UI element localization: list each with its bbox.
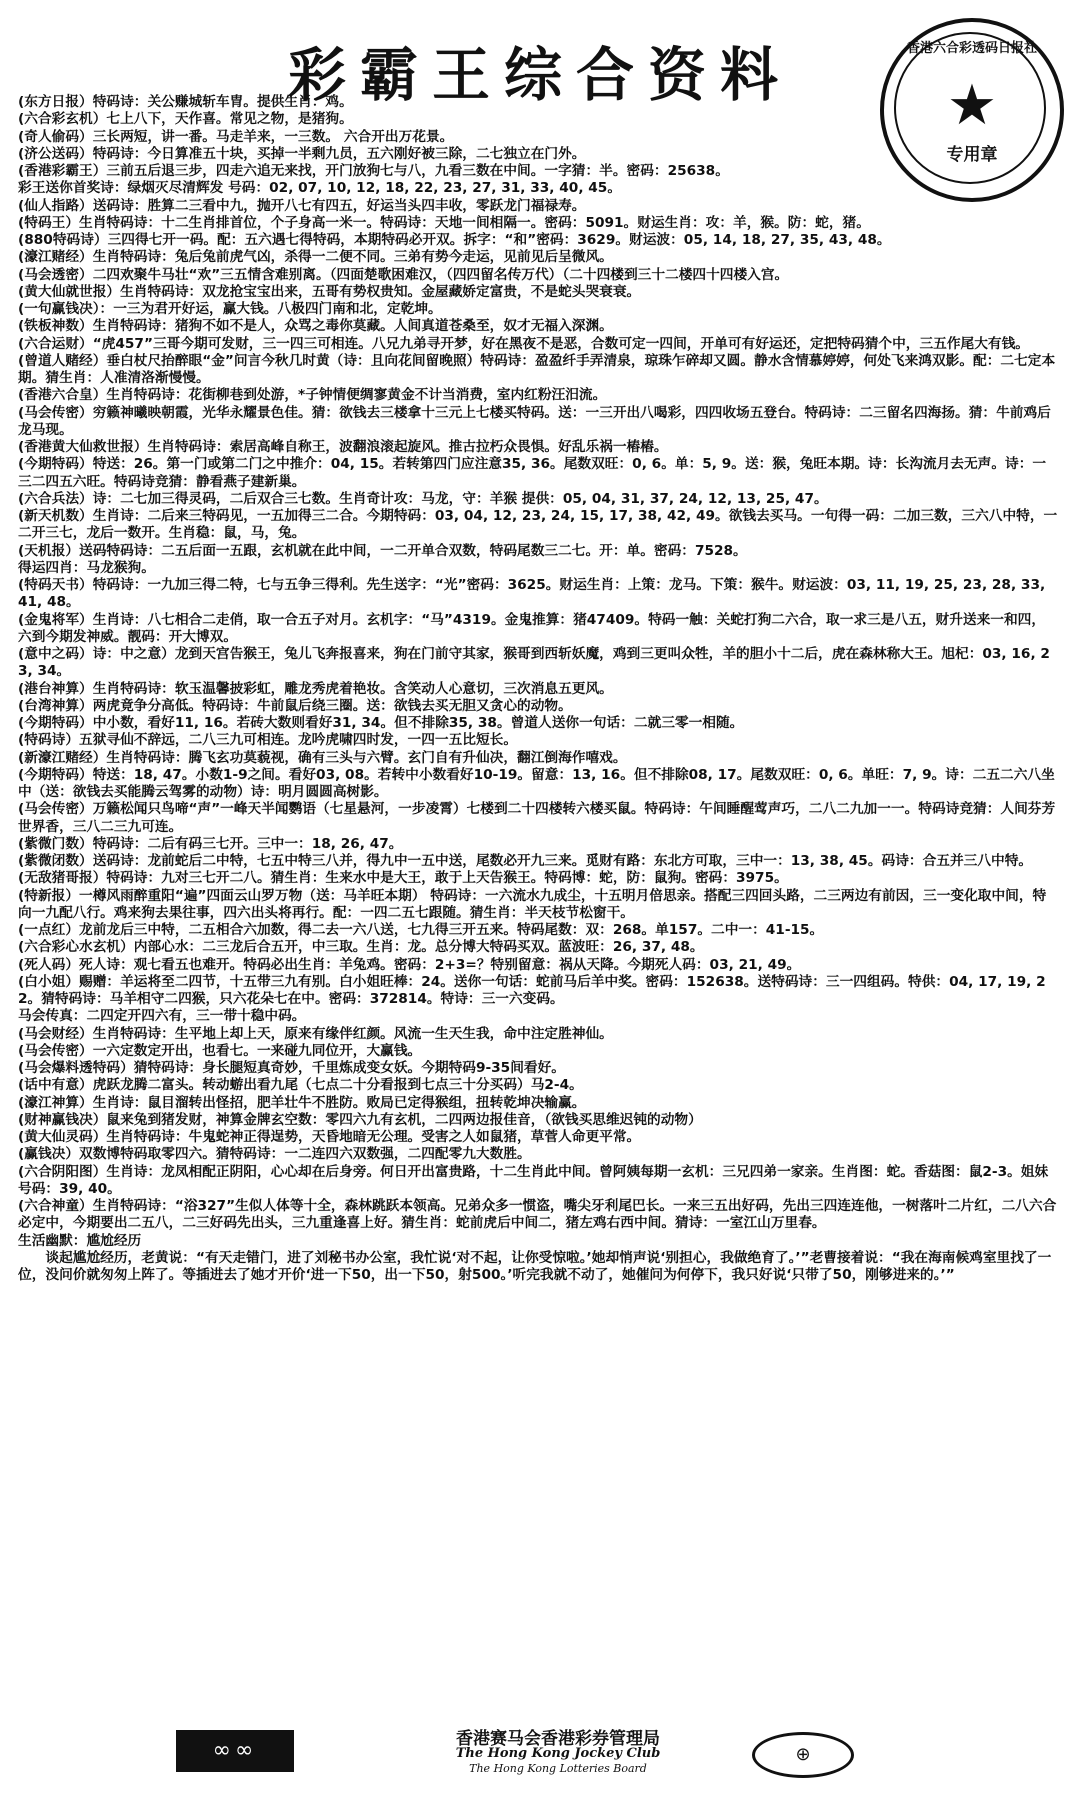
tip-line: (东方日报）特码诗：关公赚城斩车胄。提供生肖：鸡。 <box>18 94 353 110</box>
tip-line: (铁板神数）生肖特码诗：猪狗不如不是人，众骂之毒你莫藏。人间真道苍桑至，奴才无福入深渊。 <box>18 318 613 335</box>
tip-line: (赢钱决）双数博特码取零四六。猜特码诗：一二连四六双数强，二四配零九大数胜。 <box>18 1146 531 1163</box>
tip-line: (马会爆料透特码）猜特码诗：身长腿短真奇妙，千里炼成变女妖。今期特码9-35间看好。 <box>18 1060 565 1076</box>
tip-line: (济公送码）特码诗：今日算准五十块，买掉一半剩九员，五六刚好被三除，二七独立在门外。 <box>18 145 586 162</box>
tip-line: (六合兵法）诗：二七加三得灵码，二后双合三七数。生肖奇计攻：马龙，守：羊猴 提供：05, 04, 31, 37, 24, 12, 13, 25, 47。 <box>18 490 828 507</box>
humor-body: 谈起尴尬经历，老黄说：“有天走错门，进了刘秘书办公室，我忙说‘对不起，让你受惊啦。’她却悄声说‘别担心，我做绝育了。’”老曹接着说：“我在海南候鸡室里找了一位，没问价就匆匆上阵了。等插进去了她才开价‘进一下50，出一下50，射500。’听完我就不动了，她催问为何停下，我只好说‘只带了50，刚够进来的。’” <box>18 1249 1052 1283</box>
tip-line: (香港黄大仙救世报）生肖特码诗：索居高峰自称王，波翻浪滚起旋风。推古拉朽众畏惧。好乱乐祸一樁樁。 <box>18 439 668 455</box>
tip-line: (特码王）生肖特码诗：十二生肖排首位，个子身高一米一。特码诗：天地一间相隔一。密码：5091。财运生肖：攻：羊，猴。防：蛇，猪。 <box>18 214 870 231</box>
footer-org-english-1: The Hong Kong Jockey Club <box>455 1746 661 1761</box>
jockey-club-logo-icon: ∞∞ <box>176 1730 294 1772</box>
tip-line: 得运四肖：马龙猴狗。 <box>18 559 155 576</box>
tip-line: (濠江神算）生肖诗：鼠目溜转出怪招，肥羊壮牛不胜防。败局已定得猴组，扭转乾坤决输赢。 <box>18 1094 586 1111</box>
tip-line: (特码诗）五狱寻仙不辞远，二八三九可相连。龙吟虎啸四时发，一四一五比短长。 <box>18 732 518 749</box>
tip-line: (一句赢钱决）：一三为君开好运，赢大钱。八极四门南和北，定乾坤。 <box>18 301 442 317</box>
tip-line: (六合神童）生肖特码诗：“浴327”生似人体等十全，森林跳跃本领高。兄弟众多一惯盗，嘴尖牙利尾巴长。一来三五出好码，先出三四连连他，一树落叶二片红，二八六合必定中，今期要出二五八，二三好码先出头，三九重逢喜上好。猜生肖：蛇前虎后中间二，猪左鸡右西中间。猜诗：一室江山万里春。 <box>18 1198 1057 1232</box>
tip-line: (新天机数）生肖诗：二后来三特码见，一五加得三二合。今期特码：03, 04, 12, 23, 24, 15, 17, 38, 42, 49。欲钱去买马。一句得一码：二加三数，三六八中特，一二开三七，龙后一数开。生肖稳：鼠，马，兔。 <box>18 508 1058 542</box>
footer <box>0 1724 1080 1780</box>
tip-line: (曾道人赌经）垂白杖尺抬醉眼“金”问言今秋几时黄（诗：且向花间留晚照）特码诗：盈盈纤手弄清泉，琼珠乍碎却又圆。静水含情慕婷婷，何处飞来鸿双影。配：二七定本期。猜生肖：人准清洛渐慢慢。 <box>18 352 1056 386</box>
tip-line: (今期特码）特送：26。第一门或第二门之中推介：04, 15。若转第四门应注意35, 36。尾数双旺：0, 6。单：5, 9。送：猴，兔旺本期。诗：长沟流月去无声。诗：一三二四五六旺。特码诗竞猜：静看燕子建新巢。 <box>18 456 1047 490</box>
tip-line: (新濠江赌经）生肖特码诗：腾飞玄功莫藐视，确有三头与六臂。玄门自有升仙决，翻江倒海作嘻戏。 <box>18 749 627 766</box>
star-icon: ★ <box>946 73 998 138</box>
humor-heading: 生活幽默：尴尬经历 <box>18 1232 142 1249</box>
tip-line: (六合彩心水玄机）内部心水：二三龙后合五开，中三取。生肖：龙。总分博大特码买双。蓝波旺：26, 37, 48。 <box>18 939 704 956</box>
tip-line: (马会传密）一六定数定开出，也看七。一来碰九同位开，大赢钱。 <box>18 1042 422 1059</box>
tip-line: (六合彩玄机）七上八下，天作喜。常见之物，是猪狗。 <box>18 111 353 128</box>
tip-line: (仙人指路）送码诗：胜算二三看中九，抛开八七有四五，好运当头四丰收，零跃龙门福禄寿。 <box>18 197 586 214</box>
tip-line: (香港彩霸王）三前五后退三步，四走六追无来找，开门放狗七与八，九看三数在中间。一字猜：半。密码：25638。 <box>18 163 729 179</box>
tip-line: (死人码）死人诗：观七看五也难开。特码必出生肖：羊兔鸡。密码：2+3=？特别留意：祸从天降。今期死人码：03, 21, 49。 <box>18 956 801 973</box>
page-title: 彩霸王综合资料 <box>287 41 792 109</box>
tip-line: (马会透密）二四欢聚牛马壮“欢”三五情含难别离。（四面楚歌困难汉，（四四留名传万代）（二十四楼到三十二楼四十四楼入宫。 <box>18 266 789 283</box>
tip-line: (今期特码）特送：18, 47。小数1-9之间。看好03, 08。若转中小数看好10-19。留意：13, 16。但不排除08, 17。尾数双旺：0, 6。单旺：7, 9。诗：二五二六八坐中（送：欲钱去买能腾云驾雾的动物）诗：明月圆圆高树影。 <box>18 766 1055 800</box>
tip-line: (台湾神算）两虎竟争分高低。特码诗：牛前鼠后绕三圈。送：欲钱去买无胆又贪心的动物。 <box>18 697 572 714</box>
tip-line: (马会传密）穷籁神曦映朝霞，光华永耀景色佳。猜：欲钱去三楼拿十三元上七楼买特码。送：一三开出八喝彩，四四收场五登台。特码诗：二三留名四海扬。猜：牛前鸡后龙马现。 <box>18 404 1051 438</box>
seal-label: 专用章 <box>946 145 998 165</box>
tip-line: (意中之码）诗：中之意）龙到天宫告猴王，兔儿飞奔报喜来，狗在门前守其家，猴哥到西斩妖魔，鸡到三更叫众牲，羊的胆小十二后，虎在森林称大王。旭杞：03, 16, 23, 34。 <box>18 646 1050 680</box>
footer-org-english-2: The Hong Kong Lotteries Board <box>469 1762 647 1775</box>
tip-line: 彩王送你首奖诗：绿烟灭尽清辉发 号码：02, 07, 10, 12, 18, 22, 23, 27, 31, 33, 40, 45。 <box>18 180 622 197</box>
tip-line: (六合运财）“虎457”三哥今期可发财，三一四三可相连。八兄九弟寻开梦，好在黑夜不是恶，合数可定一四间，开单可有好运还，定把特码猜个中，三五作尾大有钱。 <box>18 335 1029 352</box>
tip-line: (特码天书）特码诗：一九加三得二特，七与五争三得利。先生送字：“光”密码：3625。财运生肖：上策：龙马。下策：猴牛。财运波：03, 11, 19, 25, 23, 28, 33, 41, 48。 <box>18 577 1046 611</box>
lotteries-board-logo-icon: ⊕ <box>752 1732 854 1778</box>
tip-line: (白小姐）赐赠：羊运将至二四节，十五带三九有别。白小姐旺棒：24。送你一句话：蛇前马后羊中奖。密码：152638。送特码诗：三一四组码。特供：04, 17, 19, 22。猜特码诗：马羊相守二四猴，只六花朵七在中。密码：372814。特诗：三一六变码。 <box>18 973 1046 1007</box>
tip-line: (880特码诗）三四得七开一码。配：五六遇七得特码，本期特码必开双。拆字：“和”密码：3629。财运波：05, 14, 18, 27, 35, 43, 48。 <box>18 232 891 248</box>
tip-line: (无敌猪哥报）特码诗：九对三七开二八。猜生肖：生来水中是大王，敢于上天告猴王。特码博：蛇，防：鼠狗。密码：3975。 <box>18 870 788 887</box>
tip-line: (马会财经）生肖特码诗：生平地上却上天，原来有缘伴红颜。风流一生天生我，命中注定胜神仙。 <box>18 1025 613 1042</box>
tip-line: (奇人偷码）三长两短，讲一番。马走羊来，一三数。 六合开出万花景。 <box>18 128 454 145</box>
tip-line: (紫微闭数）送码诗：龙前蛇后二中特，七五中特三八并，得九中一五中送，尾数必开九三来。觅财有路：东北方可取，三中一：13, 38, 45。码诗：合五并三八中特。 <box>18 853 1033 869</box>
tip-line: (香港六合皇）生肖特码诗：花街柳巷到处游，*子钟情便绸寥黄金不计当消费，室内红粉汪汨流。 <box>18 387 607 404</box>
tip-line: (六合阴阳图）生肖诗：龙凤相配正阴阳，心心却在后身旁。何日开出富贵路，十二生肖此中间。曾阿姨每期一玄机：三兄四弟一家亲。生肖图：蛇。香菇图：鼠2-3。姐妹号码：39, 40。 <box>18 1163 1049 1197</box>
tip-line: (金鬼将军）生肖诗：八七相合二走俏，取一合五子对月。玄机字：“马”4319。金鬼推算：猪47409。特码一触：关蛇打狗二六合，取一求三是八五，财升送来一和四，六到今期发神威。靓码：开大博双。 <box>18 611 1046 645</box>
tip-line: (紫微门数）特码诗：二后有码三七开。三中一：18, 26, 47。 <box>18 835 403 852</box>
tip-line: 马会传真：二四定开四六有，三一带十稳中码。 <box>18 1008 306 1025</box>
tip-line: (一点红）龙前龙后三中特，二五相合六加数，得二去一六八送，七九得三开五来。特码尾数：双：268。单157。二中一：41-15。 <box>18 922 824 938</box>
tip-line: (马会传密）万籁松闻只鸟啼“声”一峰天半闻鹦语（七星悬河，一步凌霄）七楼到二十四楼转六楼买鼠。特码诗：午间睡醒莺声巧，二八二九加一一。特码诗竞猜：人间芬芳世界香，三八二三九可连。 <box>18 801 1056 835</box>
footer-org-chinese: 香港赛马会香港彩券管理局 <box>456 1729 660 1749</box>
tip-line: (特新报）一樽风雨醉重阳“遍”四面云山罗万物（送：马羊旺本期） 特码诗：一六流水九成尘，十五明月倍思亲。搭配三四回头路，二三两边有前因，三一变化取中间，特向一九配八行。鸡来狗去果往事，四六出头将再行。配：一四二五七跟随。猜生肖：半天枝节松窗干。 <box>18 887 1047 921</box>
tip-line: (港台神算）生肖特码诗：软玉温馨披彩虹，雕龙秀虎着艳妆。含笑动人心意切，三次消息五更风。 <box>18 680 613 697</box>
tip-line: (天机报）送码特码诗：二五后面一五跟，玄机就在此中间，一二开单合双数，特码尾数三二七。开：单。密码：7528。 <box>18 542 747 559</box>
seal-ring-text: 香港六合彩透码日报社 <box>906 41 1037 56</box>
tip-line: (黄大仙灵码）生肖特码诗：牛鬼蛇神正得逞势，天昏地暗无公理。受害之人如鼠猪，草菅人命更平常。 <box>18 1129 641 1145</box>
tip-line: (话中有意）虎跃龙腾二富头。转动蝣出看九尾（七点二十分看报到七点三十分买码）马2-4。 <box>18 1077 583 1094</box>
tip-line: (今期特码）中小数，看好11, 16。若砖大数则看好31, 34。但不排除35, 38。曾道人送你一句话：二就三零一相随。 <box>18 715 744 731</box>
tip-line: (财神赢钱决）鼠来兔到猪发财，神算金牌玄空数：零四六九有玄机，二四两边报佳音，（欲钱买思维迟钝的动物） <box>18 1111 702 1128</box>
tip-line: (黄大仙就世报）生肖特码诗：双龙抢宝宝出来，五哥有势权贵知。金屋藏娇定富贵，不是蛇头哭衰衰。 <box>18 283 641 300</box>
tips-content <box>18 94 1058 1284</box>
tip-line: (濠江赌经）生肖特码诗：兔后兔前虎气凶，杀得一二便不同。三弟有势今走运，见前见后呈微风。 <box>18 249 613 266</box>
